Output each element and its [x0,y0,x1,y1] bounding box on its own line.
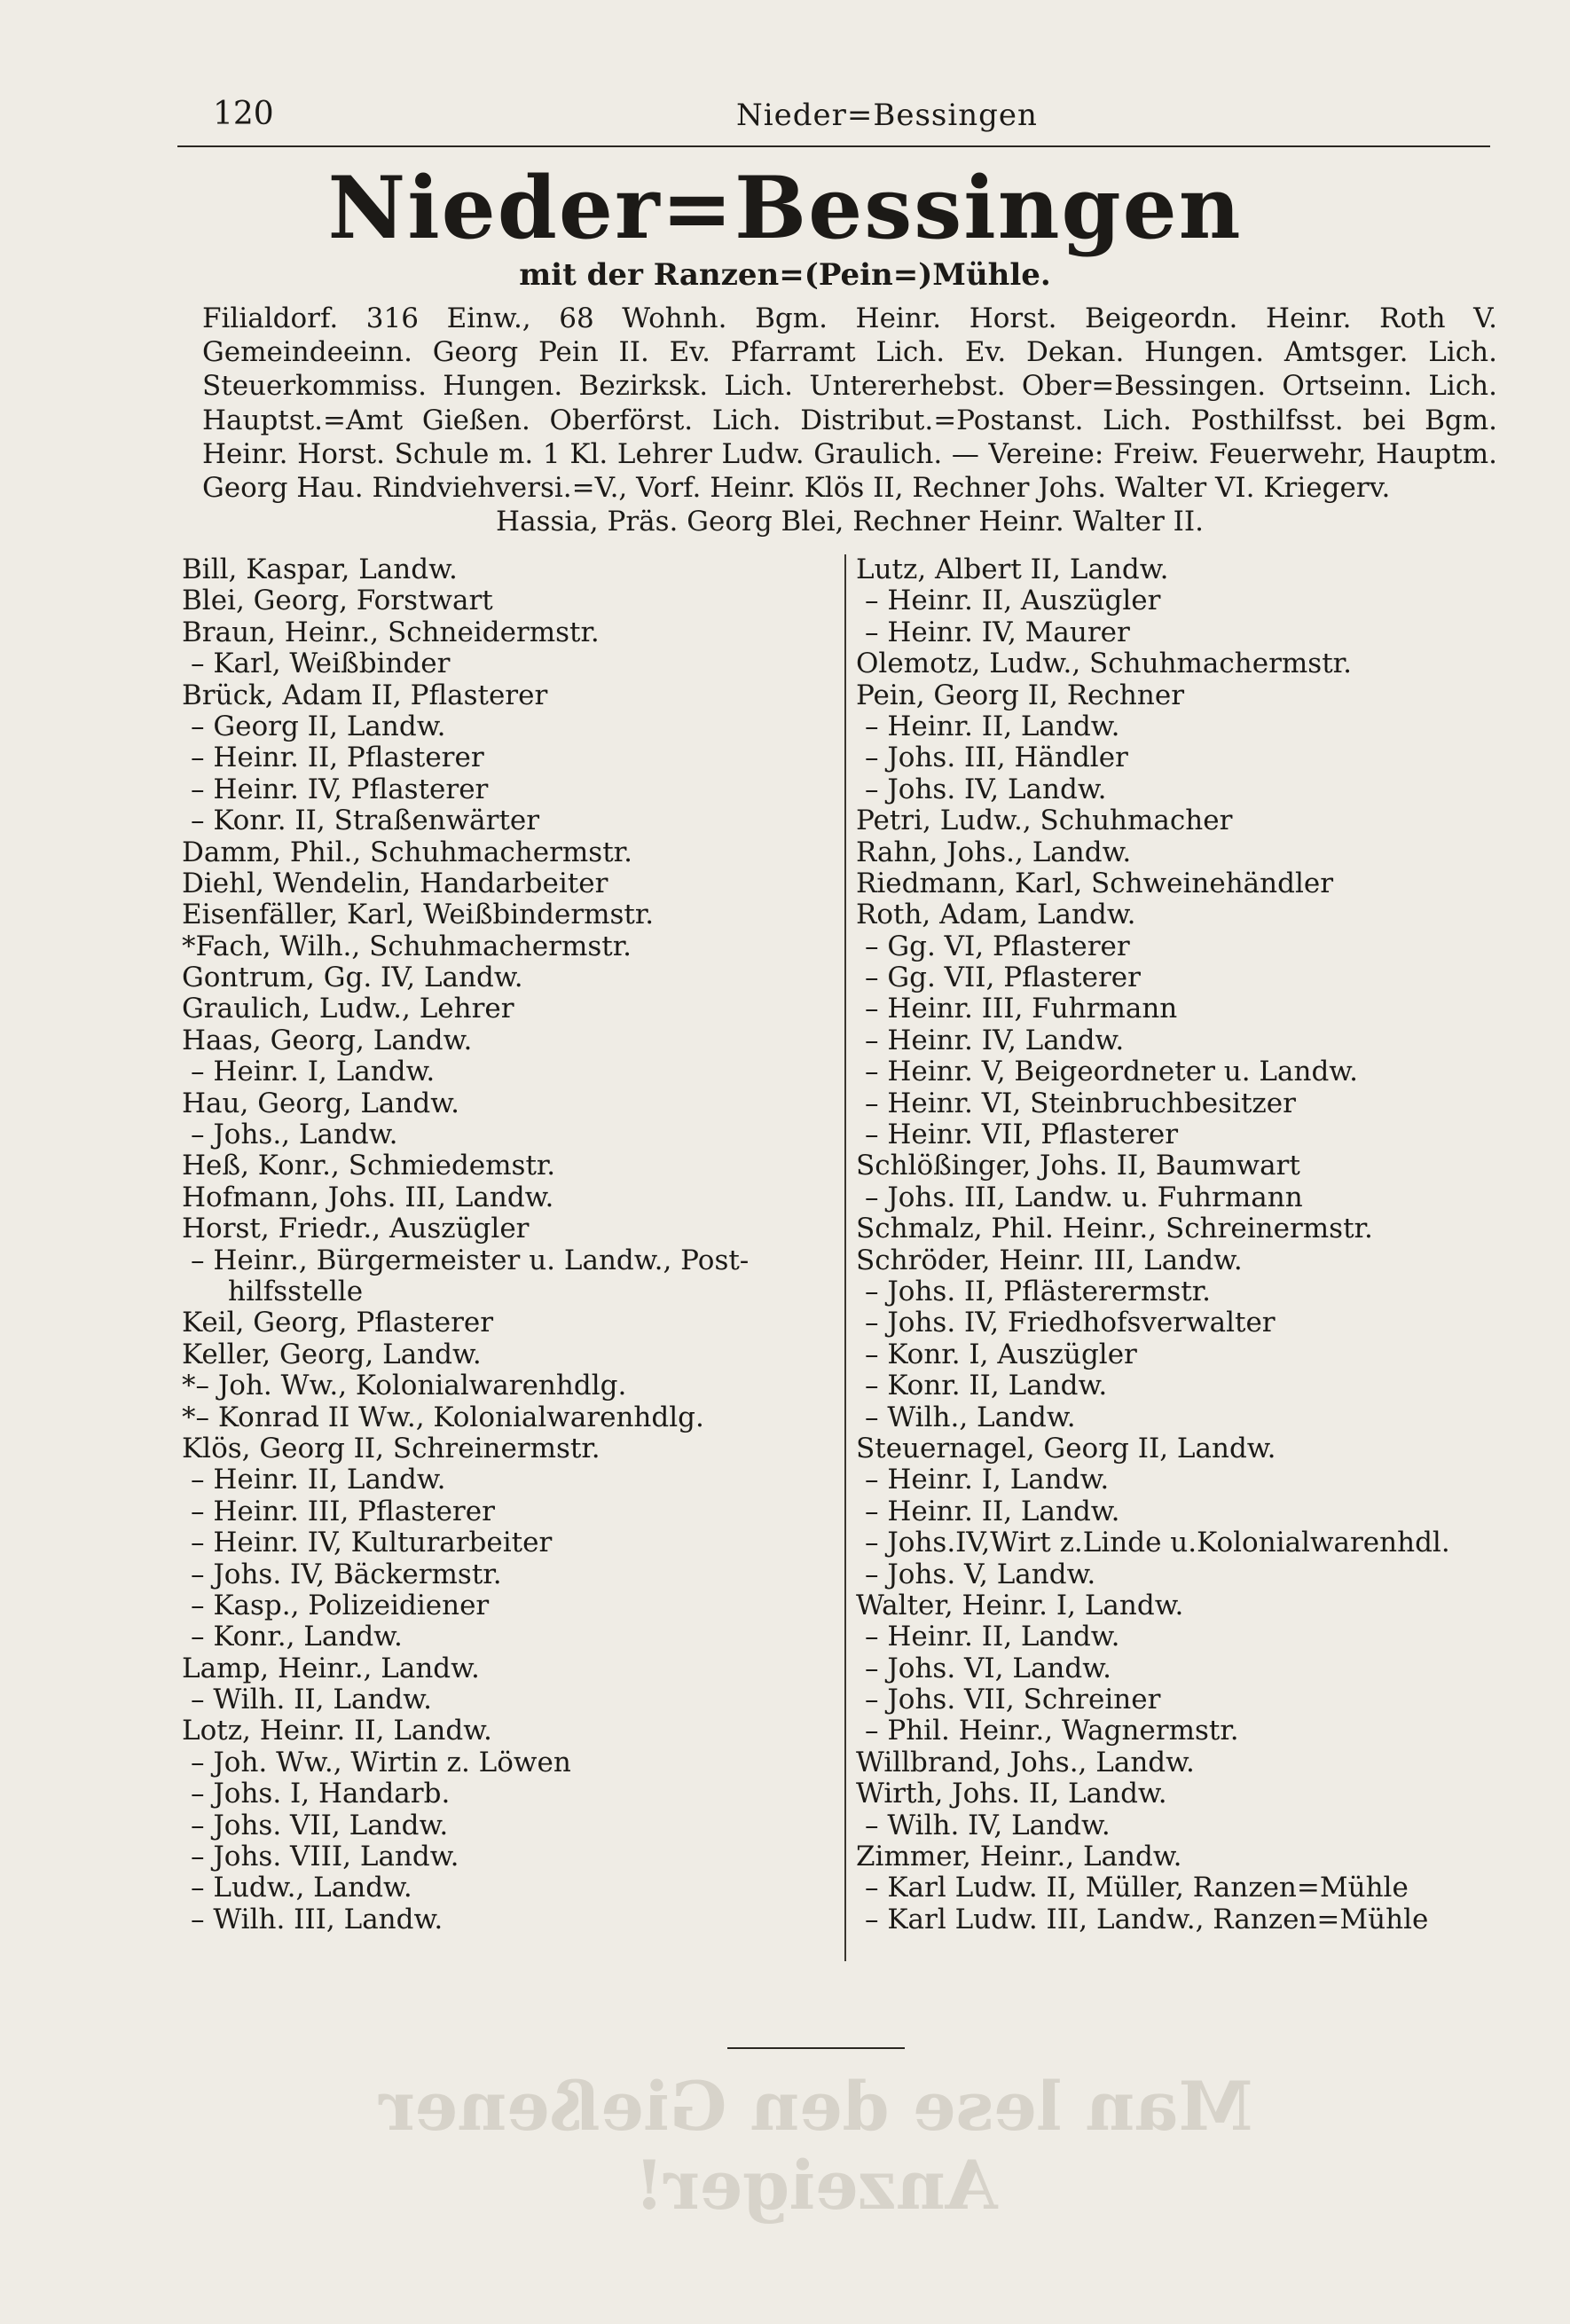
list-item: Schlößinger, Johs. II, Baumwart [856,1150,1300,1182]
list-item: – Phil. Heinr., Wagnermstr. [865,1715,1239,1747]
list-item: – Johs., Landw. [191,1119,398,1151]
list-item: – Heinr. VII, Pflasterer [865,1119,1179,1151]
list-item: – Heinr. IV, Kulturarbeiter [191,1527,553,1559]
list-item: – Johs. VII, Landw. [191,1809,449,1841]
list-item: Wirth, Johs. II, Landw. [856,1778,1167,1810]
list-item: Riedmann, Karl, Schweinehändler [856,867,1334,899]
list-item: – Konr. II, Landw. [865,1370,1108,1402]
page-subtitle: mit der Ranzen=(Pein=)Mühle. [519,257,1051,293]
list-item: – Kasp., Polizeidiener [191,1589,490,1621]
list-item: Walter, Heinr. I, Landw. [856,1589,1184,1621]
list-item: Olemotz, Ludw., Schuhmachermstr. [856,648,1352,680]
list-item: – Heinr. II, Auszügler [865,585,1161,617]
list-item: – Wilh. III, Landw. [191,1903,444,1935]
info-line: Georg Hau. Rindviehversi.=V., Vorf. Heinr. Klös II, Rechner Johs. Walter VI. Kriegerv. [202,472,1391,505]
list-item: – Karl Ludw. III, Landw., Ranzen=Mühle [865,1903,1429,1935]
page-number: 120 [213,96,274,132]
list-item: *– Konrad II Ww., Kolonialwarenhdlg. [182,1401,704,1433]
list-item: hilfsstelle [228,1275,364,1307]
list-item: – Johs.IV,Wirt z.Linde u.Kolonialwarenhdl. [865,1527,1450,1559]
list-item: Braun, Heinr., Schneidermstr. [182,616,600,648]
info-line: Hauptst.=Amt Gießen. Oberförst. Lich. Distribut.=Postanst. Lich. Posthilfsst. bei Bgm. [202,404,1497,436]
list-item: – Johs. III, Händler [865,742,1128,774]
list-item: – Heinr. I, Landw. [191,1056,436,1088]
running-head: Nieder=Bessingen [736,98,1038,133]
list-item: – Wilh. II, Landw. [191,1684,432,1716]
list-item: Horst, Friedr., Auszügler [182,1213,530,1245]
list-item: Gontrum, Gg. IV, Landw. [182,962,523,994]
list-item: Pein, Georg II, Rechner [856,679,1185,711]
info-line: Steuerkommiss. Hungen. Bezirksk. Lich. Untererhebst. Ober=Bessingen. Ortseinn. Lich. [202,370,1497,403]
list-item: – Ludw., Landw. [191,1872,412,1904]
list-item: – Konr., Landw. [191,1621,403,1653]
list-item: Schröder, Heinr. III, Landw. [856,1244,1243,1276]
list-item: – Gg. VI, Pflasterer [865,930,1130,962]
info-line: Heinr. Horst. Schule m. 1 Kl. Lehrer Ludw. Graulich. — Vereine: Freiw. Feuerwehr, Hauptm. [202,437,1497,470]
list-item: – Heinr. IV, Maurer [865,616,1130,648]
list-item: – Johs. IV, Bäckermstr. [191,1558,502,1590]
village-info-block [202,302,1497,538]
list-item: – Heinr. II, Landw. [865,1495,1120,1527]
list-item: Damm, Phil., Schuhmachermstr. [182,836,632,868]
column-divider [844,554,846,1961]
list-item: Graulich, Ludw., Lehrer [182,993,514,1025]
bleed-through-advert: Man lese den Gießener Anzeiger! [379,2067,1253,2225]
list-item: Steuernagel, Georg II, Landw. [856,1432,1276,1464]
list-item: – Heinr. V, Beigeordneter u. Landw. [865,1056,1359,1088]
list-item: – Heinr. IV, Landw. [865,1024,1125,1056]
resident-list-right [856,554,1495,1935]
list-item: Schmalz, Phil. Heinr., Schreinermstr. [856,1213,1373,1245]
footer-rule [727,2047,905,2049]
list-item: – Karl Ludw. II, Müller, Ranzen=Mühle [865,1872,1409,1904]
list-item: – Heinr. III, Fuhrmann [865,993,1178,1025]
list-item: – Gg. VII, Pflasterer [865,962,1141,994]
list-item: – Konr. I, Auszügler [865,1338,1137,1370]
list-item: Rahn, Johs., Landw. [856,836,1132,868]
list-item: *– Joh. Ww., Kolonialwarenhdlg. [182,1370,627,1402]
list-item: Blei, Georg, Forstwart [182,585,493,617]
info-line: Hassia, Präs. Georg Blei, Rechner Heinr. Walter II. [496,506,1204,538]
list-item: *Fach, Wilh., Schuhmachermstr. [182,930,632,962]
list-item: Eisenfäller, Karl, Weißbindermstr. [182,899,655,931]
list-item: – Johs. VI, Landw. [865,1652,1111,1684]
list-item: Haas, Georg, Landw. [182,1024,473,1056]
info-line: Filialdorf. 316 Einw., 68 Wohnh. Bgm. Heinr. Horst. Beigeordn. Heinr. Roth V. [202,302,1497,334]
list-item: Hofmann, Johs. III, Landw. [182,1181,554,1213]
list-item: Petri, Ludw., Schuhmacher [856,805,1233,837]
list-item: – Johs. V, Landw. [865,1558,1096,1590]
list-item: – Johs. VII, Schreiner [865,1684,1161,1716]
list-item: – Johs. III, Landw. u. Fuhrmann [865,1181,1303,1213]
list-item: – Johs. II, Pflästerermstr. [865,1275,1211,1307]
list-item: – Joh. Ww., Wirtin z. Löwen [191,1746,571,1778]
list-item: Roth, Adam, Landw. [856,899,1136,931]
list-item: – Heinr. IV, Pflasterer [191,773,489,805]
list-item: – Heinr. II, Pflasterer [191,742,484,774]
list-item: Lamp, Heinr., Landw. [182,1652,480,1684]
resident-list-left [182,554,838,1935]
list-item: – Heinr., Bürgermeister u. Landw., Post- [191,1244,750,1276]
list-item: – Heinr. III, Pflasterer [191,1495,495,1527]
list-item: – Johs. VIII, Landw. [191,1841,459,1873]
list-item: Bill, Kaspar, Landw. [182,554,458,585]
list-item: – Heinr. II, Landw. [865,710,1120,742]
list-item: Willbrand, Johs., Landw. [856,1746,1195,1778]
list-item: Heß, Konr., Schmiedemstr. [182,1150,556,1182]
list-item: Klös, Georg II, Schreinermstr. [182,1432,601,1464]
list-item: Keller, Georg, Landw. [182,1338,482,1370]
list-item: Diehl, Wendelin, Handarbeiter [182,867,608,899]
list-item: – Heinr. II, Landw. [191,1464,446,1496]
list-item: Lutz, Albert II, Landw. [856,554,1169,585]
header-rule [177,145,1490,147]
list-item: – Wilh. IV, Landw. [865,1809,1111,1841]
list-item: – Karl, Weißbinder [191,648,451,680]
list-item: – Johs. IV, Landw. [865,773,1107,805]
list-item: – Wilh., Landw. [865,1401,1076,1433]
list-item: Brück, Adam II, Pflasterer [182,679,548,711]
info-line: Gemeindeeinn. Georg Pein II. Ev. Pfarramt Lich. Ev. Dekan. Hungen. Amtsger. Lich. [202,336,1497,369]
list-item: Hau, Georg, Landw. [182,1087,459,1119]
list-item: – Konr. II, Straßenwärter [191,805,540,837]
list-item: Lotz, Heinr. II, Landw. [182,1715,492,1747]
list-item: Zimmer, Heinr., Landw. [856,1841,1182,1873]
list-item: – Johs. IV, Friedhofsverwalter [865,1307,1276,1339]
page-title: Nieder=Bessingen [327,158,1243,258]
list-item: – Heinr. II, Landw. [865,1621,1120,1653]
list-item: – Georg II, Landw. [191,710,446,742]
list-item: – Heinr. I, Landw. [865,1464,1110,1496]
list-item: – Heinr. VI, Steinbruchbesitzer [865,1087,1296,1119]
list-item: Keil, Georg, Pflasterer [182,1307,494,1339]
list-item: – Johs. I, Handarb. [191,1778,451,1810]
